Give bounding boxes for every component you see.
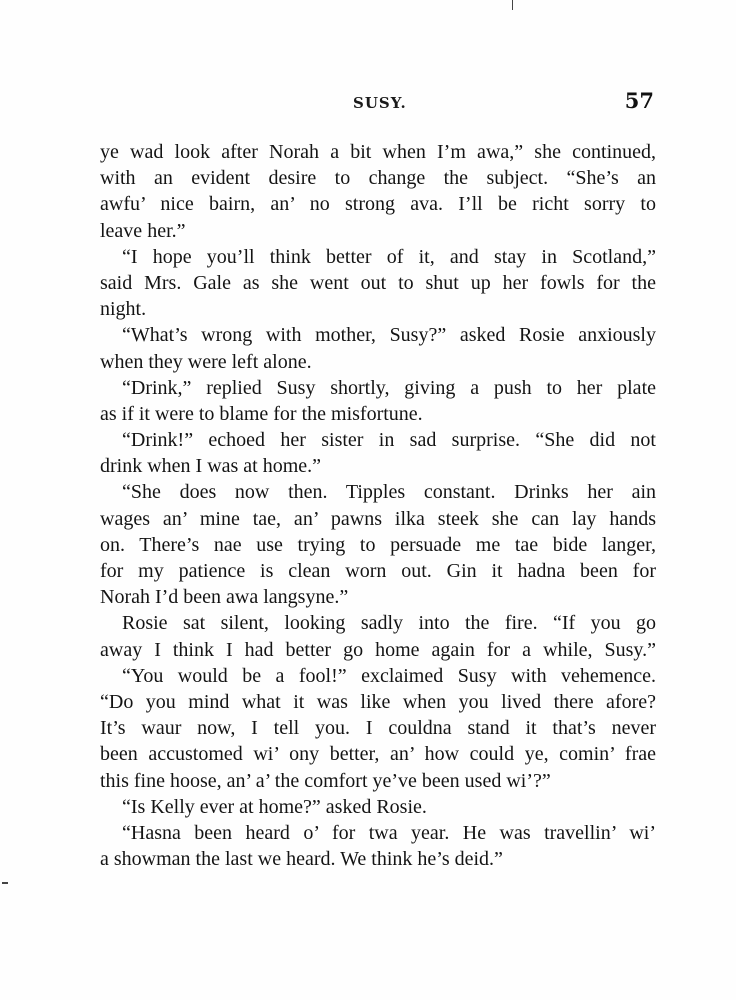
running-head xyxy=(100,88,656,118)
scan-mark-top xyxy=(512,0,513,10)
page-number: 57 xyxy=(624,88,654,113)
text-line: drink when I was at home.” xyxy=(100,455,322,478)
text-line: awfu’ nice bairn, an’ no strong ava. I’ll be richt sorry to xyxy=(100,193,656,216)
text-line: wages an’ mine tae, an’ pawns ilka steek she can lay hands xyxy=(100,507,656,530)
text-line: “I hope you’ll think better of it, and stay in Scotland,” xyxy=(122,245,656,268)
text-line: with an evident desire to change the subject. “She’s an xyxy=(100,167,656,190)
text-line: “Drink,” replied Susy shortly, giving a push to her plate xyxy=(122,376,656,399)
running-title: SUSY. xyxy=(353,94,407,112)
text-line: “Is Kelly ever at home?” asked Rosie. xyxy=(122,795,427,818)
text-line: night. xyxy=(100,298,147,321)
text-line: “She does now then. Tipples constant. Drinks her ain xyxy=(122,481,656,504)
text-line: ye wad look after Norah a bit when I’m awa,” she continued, xyxy=(100,141,656,163)
text-line: “Hasna been heard o’ for twa year. He was travellin’ wi’ xyxy=(122,821,656,844)
text-line: leave her.” xyxy=(100,219,186,242)
text-line: said Mrs. Gale as she went out to shut up her fowls for the xyxy=(100,271,656,294)
text-line: away I think I had better go home again for a while, Susy.” xyxy=(100,638,656,661)
text-line: as if it were to blame for the misfortune. xyxy=(100,402,423,425)
text-line: “Do you mind what it was like when you lived there afore? xyxy=(100,690,656,713)
text-line: a showman the last we heard. We think he’s deid.” xyxy=(100,848,503,871)
text-line: “What’s wrong with mother, Susy?” asked Rosie anxiously xyxy=(122,324,656,347)
text-line: Norah I’d been awa langsyne.” xyxy=(100,586,349,609)
text-line: been accustomed wi’ ony better, an’ how could ye, comin’ frae xyxy=(100,743,656,766)
text-line: when they were left alone. xyxy=(100,350,312,373)
text-line: for my patience is clean worn out. Gin it hadna been for xyxy=(100,560,656,582)
text-line: on. There’s nae use trying to persuade me tae bide langer, xyxy=(100,533,656,556)
body-text xyxy=(100,139,656,872)
text-line: this fine hoose, an’ a’ the comfort ye’ve been used wi’?” xyxy=(100,769,551,792)
text-line: Rosie sat silent, looking sadly into the fire. “If you go xyxy=(122,612,656,635)
scan-mark-left xyxy=(2,882,8,884)
text-line: “You would be a fool!” exclaimed Susy with vehemence. xyxy=(122,664,656,687)
text-line: It’s waur now, I tell you. I couldna stand it that’s never xyxy=(100,717,656,740)
text-line: “Drink!” echoed her sister in sad surprise. “She did not xyxy=(122,429,656,452)
